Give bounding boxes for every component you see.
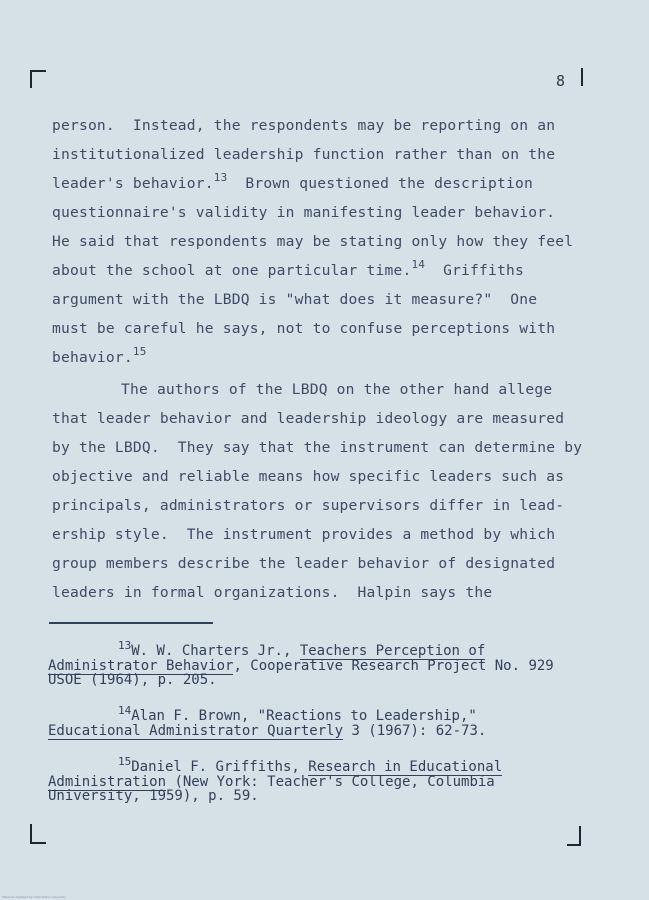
body-line: about the school at one particular time.$^{14}$ Griffiths [52,258,524,279]
body-line: leader's behavior.$^{13}$ Brown questioned the description [52,171,533,192]
footnote-title: Teachers Perception of Administrator Behavior [48,643,486,674]
footnote-title: Educational Administrator Quarterly [48,722,344,739]
body-line: leaders in formal organizations. Halpin says the [52,584,493,601]
digitization-footer: Material digitized by Utah State University [2,895,66,899]
body-line: person. Instead, the respondents may be reporting on an [52,117,556,134]
body-line: group members describe the leader behavior of designated [52,555,556,572]
body-line: The authors of the LBDQ on the other hand allege [121,381,553,398]
body-line: questionnaire's validity in manifesting leader behavior. [52,204,556,221]
body-line: that leader behavior and leadership ideology are measured [52,410,565,427]
body-line: objective and reliable means how specific leaders such as [52,468,565,485]
crop-mark-bottom-right [567,826,581,846]
footnote-ref-13: 13 [213,171,228,184]
footnote-13: $^{13}$W. W. Charters Jr., Teachers Perception of Administrator Behavior, Cooperative Research Project No. 929 USOE (1964), p. 205. [48,639,554,688]
body-line: institutionalized leadership function rather than on the [52,146,556,163]
footnote-separator [49,622,213,624]
body-line: principals, administrators or supervisors differ in lead- [52,497,565,514]
footnote-ref-14: 14 [411,258,426,271]
footnote-14: $^{14}$Alan F. Brown, "Reactions to Leadership," Educational Administrator Quarterly 3 (1967): 62-73. [48,704,487,739]
page-number: 8 [556,72,566,90]
footnote-title: Research in Educational Administration [48,759,503,790]
body-line: must be careful he says, not to confuse perceptions with [52,320,556,337]
crop-mark-top-right [569,68,583,86]
body-line: ership style. The instrument provides a method by which [52,526,556,543]
body-line: argument with the LBDQ is "what does it measure?" One [52,291,538,308]
footnote-ref-15: 15 [132,345,147,358]
body-line: He said that respondents may be stating only how they feel [52,233,574,250]
crop-mark-top-left [30,70,46,88]
footnote-15: $^{15}$Daniel F. Griffiths, Research in Educational Administration (New York: Teacher's College, Columbia University, 1959), p. 59. [48,755,503,804]
body-line: by the LBDQ. They say that the instrument can determine by [52,439,583,456]
body-line: behavior.$^{15}$ [52,345,147,366]
crop-mark-bottom-left [30,824,46,844]
